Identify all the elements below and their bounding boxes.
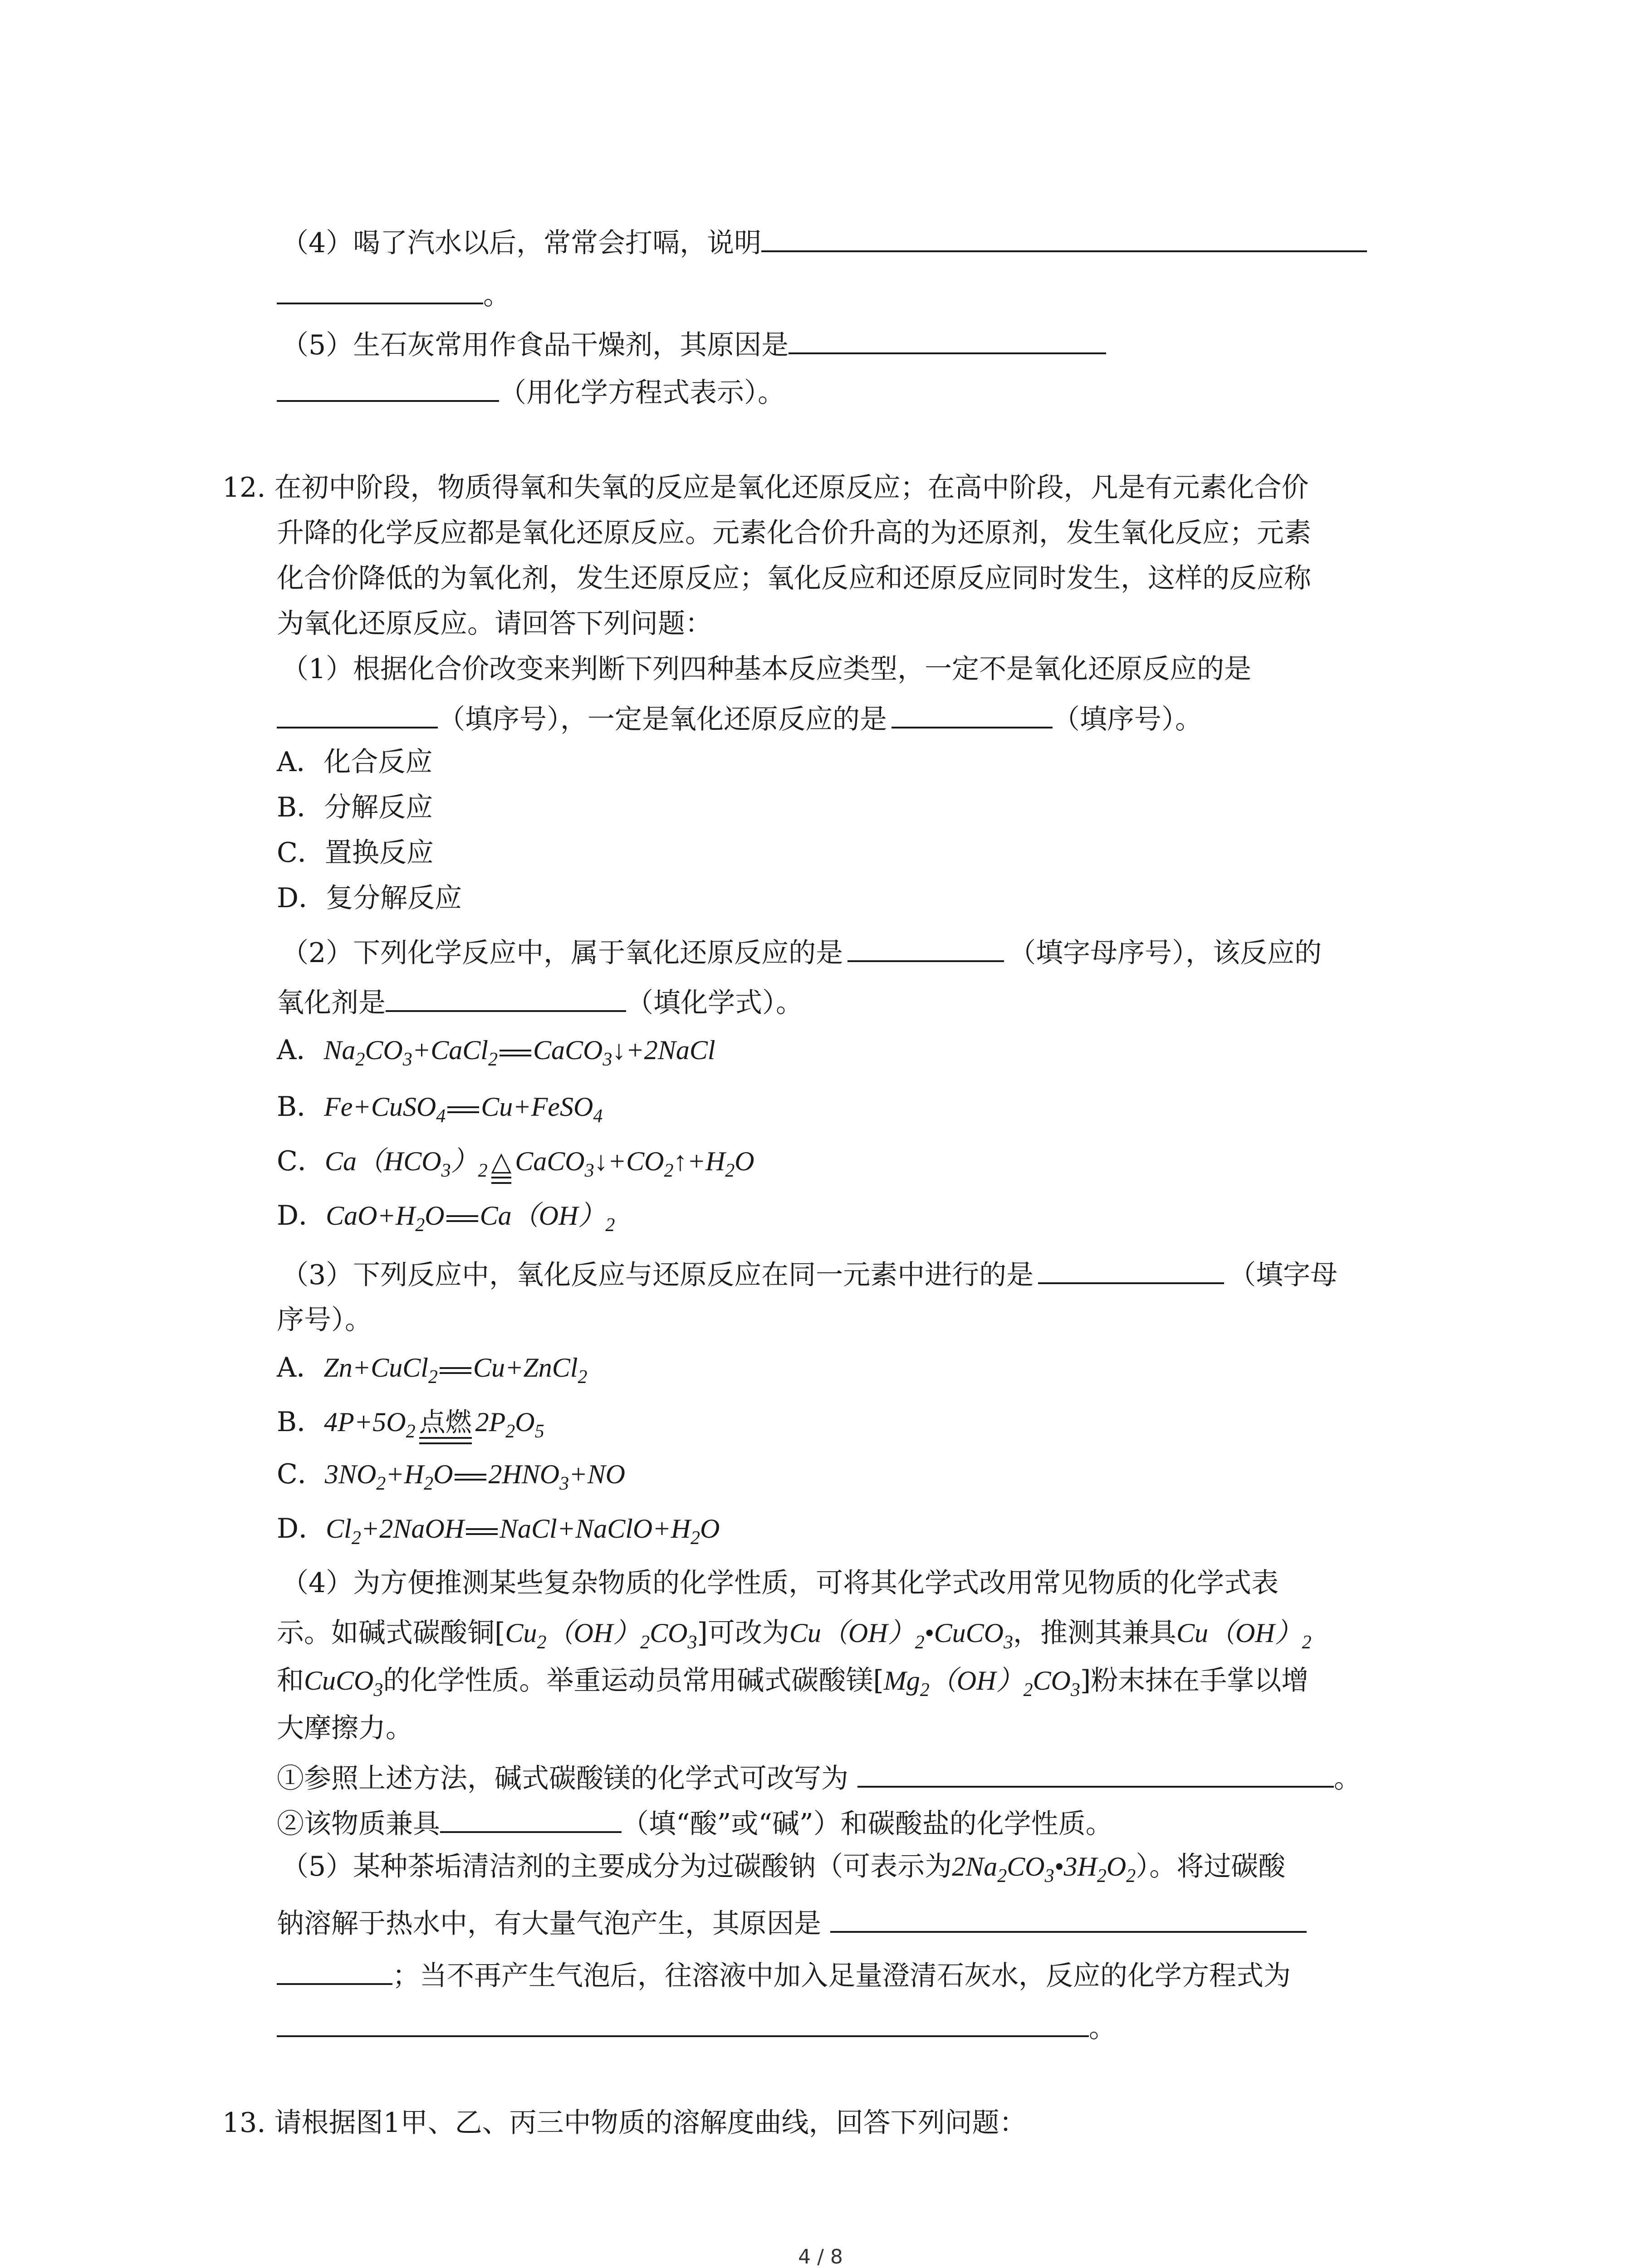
q12-part2-line1: [281, 932, 1322, 971]
q12-part2-option-b: [277, 1089, 603, 1134]
q12-part3-option-b: [277, 1404, 544, 1450]
q12-part4-text-a: 示。如碱式碳酸铜[: [277, 1617, 505, 1649]
q12-part3-option-a: [277, 1349, 588, 1395]
q12-part1-text-b: （填序号）。: [1053, 704, 1202, 735]
q12-part3-line1: [281, 1254, 1337, 1293]
chem-formula: $2Na_2CO_3•3H_2O_2$: [952, 1852, 1136, 1887]
option-label: B．: [277, 1091, 324, 1123]
q12-part4-sub2-text-b: （填“酸”或“碱”）和碳酸盐的化学性质。: [622, 1808, 1113, 1840]
q12-part5-line2: [277, 1903, 1307, 1942]
q12-part4-text-d: 和: [277, 1665, 304, 1696]
chem-equation: $3NO_2+H_2O$ $2HNO_3+NO$: [324, 1459, 625, 1494]
chem-equation: $Cl_2+2NaOH$ $NaCl+NaClO+H_2O$: [326, 1514, 720, 1549]
q12-part4-sub1-text: ①参照上述方法，碱式碳酸镁的化学式可改写为: [277, 1763, 848, 1794]
q11-part4-text: （4）喝了汽水以后，常常会打嗝，说明: [281, 227, 762, 259]
q12-part3-option-d: [277, 1510, 720, 1556]
q12-stem-line2: 升降的化学反应都是氧化还原反应。元素化合价升高的为还原剂，发生氧化反应；元素: [277, 517, 1311, 549]
q12-part4-sub2: [277, 1803, 1113, 1842]
answer-blank[interactable]: [277, 372, 499, 402]
q12-part4-line3: [277, 1662, 1308, 1708]
chem-formula: $Cu(OH)_2•CuCO_3$: [789, 1618, 1013, 1653]
chem-equation: $CaO+H_2O$ $Ca(OH)_2$: [326, 1201, 615, 1236]
q12-part4-text-f: ]粉末抹在手掌以增: [1080, 1665, 1309, 1696]
q11-part5-line2: [277, 372, 785, 411]
option-label: D．: [277, 1513, 326, 1545]
answer-blank[interactable]: [277, 274, 483, 304]
q12-stem-line3: 化合价降低的为氧化剂，发生还原反应；氧化反应和还原反应同时发生，这样的反应称: [277, 562, 1311, 594]
chem-formula: $Cu_2(OH)_2CO_3$: [505, 1618, 697, 1653]
q12-part4-sub2-text-a: ②该物质兼具: [277, 1808, 440, 1840]
q12-part1-line1: （1）根据化合价改变来判断下列四种基本反应类型，一定不是氧化还原反应的是: [281, 653, 1252, 685]
q12-part1-option-d: D．复分解反应: [277, 882, 462, 914]
answer-blank[interactable]: [761, 222, 1367, 252]
chem-equation: Zn+CuCl$_2$ Cu+ZnCl$_2$: [323, 1353, 588, 1388]
chem-formula: $Mg_2(OH)_2CO_3$: [883, 1666, 1080, 1701]
q12-part2-option-d: [277, 1198, 615, 1243]
answer-blank[interactable]: [277, 699, 438, 728]
answer-blank[interactable]: [789, 324, 1106, 354]
q12-part1-option-b: B．分解反应: [277, 792, 433, 823]
option-label: D．: [277, 1200, 326, 1232]
q12-part3-option-c: [277, 1456, 625, 1502]
answer-blank[interactable]: [386, 982, 626, 1012]
q12-part1-option-a: A．化合反应: [277, 746, 433, 778]
q11-part5-line: [281, 324, 1106, 363]
q11-part4-line2: [277, 274, 510, 313]
q11-part5-note: （用化学方程式表示）。: [499, 377, 785, 409]
q12-part1-line2: [277, 699, 1202, 738]
q12-part5-text-c: 钠溶解于热水中，有大量气泡产生，其原因是: [277, 1908, 821, 1940]
chem-equation: $Ca(HCO_3)_2$ △ $CaCO_3↓+CO_2↑+H_2O$: [325, 1146, 754, 1176]
q12-part4-text-e: 的化学性质。举重运动员常用碱式碳酸镁[: [383, 1665, 884, 1696]
q12-part1-text-a: （填序号），一定是氧化还原反应的是: [438, 704, 887, 735]
ignite-label: 点燃: [419, 1407, 472, 1437]
chem-equation: $4P+5O_2$ 点燃 $2P_2O_5$: [324, 1407, 544, 1437]
period: 。: [483, 279, 510, 311]
q12-part1-option-c: C．置换反应: [277, 837, 434, 869]
q12-part5-text-d: ；当不再产生气泡后，往溶液中加入足量澄清石灰水，反应的化学方程式为: [392, 1960, 1291, 1992]
q12-part5-line4: [277, 2007, 1116, 2046]
q12-part3-text-a: （3）下列反应中，氧化反应与还原反应在同一元素中进行的是: [281, 1259, 1034, 1291]
q12-part5-text-b: ）。将过碳酸: [1136, 1851, 1286, 1882]
q11-part5-text: （5）生石灰常用作食品干燥剂，其原因是: [281, 329, 789, 361]
q13-stem: 13. 请根据图1甲、乙、丙三中物质的溶解度曲线，回答下列问题：: [222, 2107, 1027, 2139]
q12-part2-line2: [277, 982, 803, 1021]
page-number: 4 / 8: [798, 2245, 843, 2268]
answer-blank[interactable]: [277, 2007, 1089, 2037]
q12-part3-text-b: （填字母: [1229, 1259, 1338, 1291]
heat-symbol: △: [491, 1147, 512, 1176]
period: 。: [1089, 2012, 1116, 2044]
answer-blank[interactable]: [1038, 1254, 1224, 1284]
q12-part4-sub1: [277, 1758, 1361, 1797]
q12-part4-line2: [277, 1615, 1312, 1661]
option-label: C．: [277, 1458, 325, 1490]
option-label: A．: [277, 1034, 324, 1066]
q12-part2-option-a: [277, 1032, 715, 1078]
q12-part4-text-b: ]可改为: [697, 1617, 789, 1649]
chem-equation: $Na_2CO_3+CaCl_2$ CaCO$_3$↓+2NaCl: [323, 1035, 715, 1070]
chem-equation: Fe+CuSO$_4$ Cu+FeSO$_4$: [324, 1092, 603, 1127]
ignite-condition: [419, 1409, 472, 1444]
option-label: C．: [277, 1145, 325, 1177]
period: 。: [1334, 1763, 1361, 1794]
q12-part2-text-b: （填字母序号），该反应的: [1009, 937, 1322, 969]
q12-part2-text-a: （2）下列化学反应中，属于氧化还原反应的是: [281, 937, 843, 969]
q12-stem-line4: 为氧化还原反应。请回答下列问题：: [277, 608, 712, 640]
q12-part4-line1: （4）为方便推测某些复杂物质的化学性质，可将其化学式改用常见物质的化学式表: [281, 1567, 1279, 1599]
answer-blank[interactable]: [277, 1955, 392, 1985]
q12-part3-line2: 序号）。: [277, 1304, 372, 1336]
q12-part4-line4: 大摩擦力。: [277, 1712, 413, 1744]
answer-blank[interactable]: [830, 1903, 1307, 1933]
chem-formula: CuCO$_3$: [304, 1666, 383, 1701]
heat-condition: [491, 1149, 512, 1184]
answer-blank[interactable]: [440, 1803, 622, 1833]
q12-part4-text-c: ，推测其兼具: [1013, 1617, 1176, 1649]
option-label: B．: [277, 1406, 324, 1438]
q12-part2-option-c: [277, 1143, 754, 1189]
q12-part2-text-d: （填化学式）。: [626, 987, 803, 1019]
option-label: A．: [277, 1352, 324, 1383]
chem-formula: $Cu(OH)_2$: [1176, 1618, 1312, 1653]
q12-part5-text-a: （5）某种茶垢清洁剂的主要成分为过碳酸钠（可表示为: [281, 1851, 952, 1882]
q11-part4-line: [281, 222, 1367, 261]
q12-part5-line1: [281, 1848, 1285, 1894]
answer-blank[interactable]: [857, 1758, 1334, 1788]
answer-blank[interactable]: [847, 932, 1004, 962]
q12-part5-line3: [277, 1955, 1291, 1994]
q12-stem-line1: 12. 在初中阶段，物质得氧和失氧的反应是氧化还原反应；在高中阶段，凡是有元素化合价: [222, 472, 1309, 503]
answer-blank[interactable]: [892, 699, 1053, 728]
q12-part2-text-c: 氧化剂是: [277, 987, 386, 1019]
